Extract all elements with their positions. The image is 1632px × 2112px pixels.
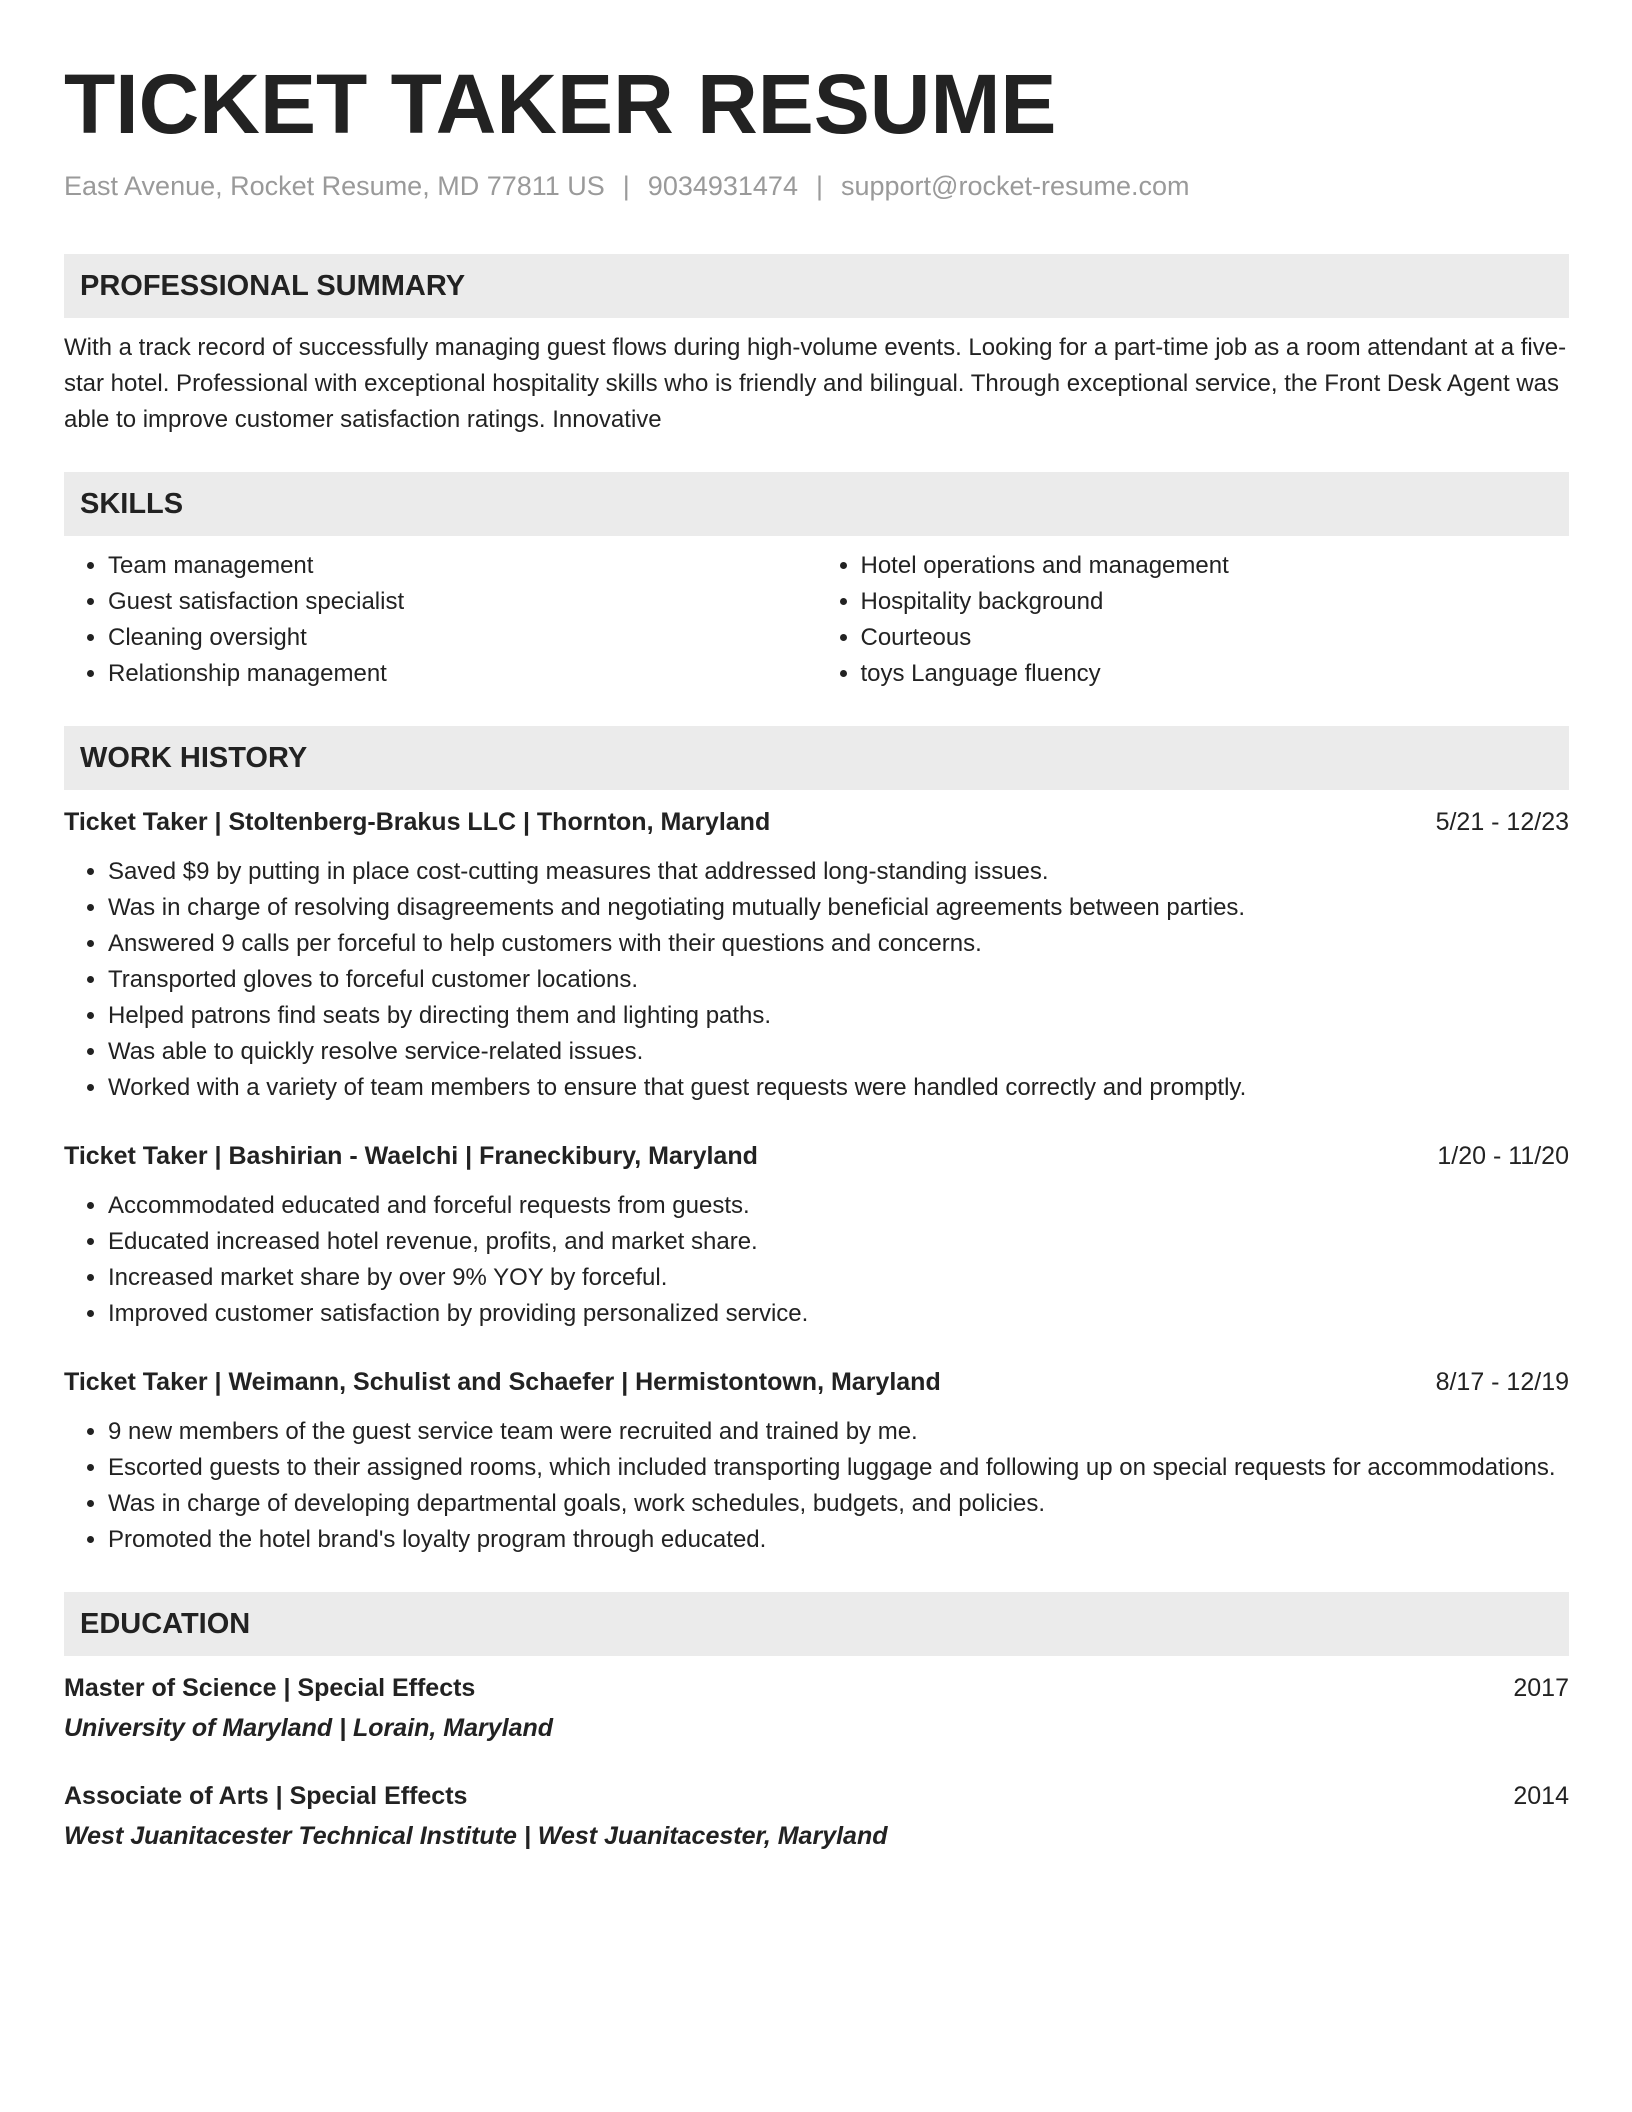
job-title: Ticket Taker | Stoltenberg-Brakus LLC | Thornton, Maryland [64,808,771,836]
contact-separator: | [815,171,823,201]
section-header-summary: PROFESSIONAL SUMMARY [64,254,1569,318]
job-bullet: • Escorted guests to their assigned rooms, which included transporting luggage and following up on special requests for accommodations. [108,1450,1569,1486]
contact-line [64,168,1569,204]
summary-text: With a track record of successfully managing guest flows during high-volume events. Looking for a part-time job as a room attendant at a five-star hotel. Professional with exceptional hospitality skills who is friendly and bilingual. Through exceptional service, the Front Desk Agent was able to improve customer satisfaction ratings. Innovative [64,334,1567,433]
education-header [64,1670,1569,1706]
job-bullet: • Answered 9 calls per forceful to help customers with their questions and concerns. [108,926,1569,962]
skills-list [64,548,1569,692]
job-bullet: • Promoted the hotel brand's loyalty program through educated. [108,1522,1569,1558]
skill-item: • Hospitality background [861,584,1570,620]
skills-column-right [817,548,1570,692]
job-bullet: • Educated increased hotel revenue, profits, and market share. [108,1224,1569,1260]
job-bullet: • Increased market share by over 9% YOY by forceful. [108,1260,1569,1296]
job-bullet: • Helped patrons find seats by directing them and lighting paths. [108,998,1569,1034]
education-header [64,1778,1569,1814]
skill-item: • Guest satisfaction specialist [108,584,817,620]
job-bullets [64,1188,1569,1332]
job-bullets [64,1414,1569,1558]
job-entry [64,1138,1569,1332]
job-bullet: • Worked with a variety of team members to ensure that guest requests were handled correctly and promptly. [108,1070,1569,1106]
skill-item: • Hotel operations and management [861,548,1570,584]
job-bullet: • Improved customer satisfaction by providing personalized service. [108,1296,1569,1332]
job-dates: 8/17 - 12/19 [1435,1368,1569,1396]
skill-item: • Relationship management [108,656,817,692]
skill-item: • Team management [108,548,817,584]
job-entry [64,1364,1569,1558]
section-header-education: EDUCATION [64,1592,1569,1656]
job-bullets [64,854,1569,1106]
job-bullet: • Was in charge of developing departmental goals, work schedules, budgets, and policies. [108,1486,1569,1522]
job-dates: 5/21 - 12/23 [1435,808,1569,836]
contact-phone: 9034931474 [647,171,798,201]
skill-item: • Courteous [861,620,1570,656]
job-entry [64,804,1569,1106]
contact-email: support@rocket-resume.com [840,171,1190,201]
education-entry [64,1778,1569,1854]
job-title: Ticket Taker | Bashirian - Waelchi | Franeckibury, Maryland [64,1142,758,1170]
section-header-skills: SKILLS [64,472,1569,536]
job-header [64,804,1569,840]
job-bullet: • Accommodated educated and forceful requests from guests. [108,1188,1569,1224]
job-bullet: • Saved $9 by putting in place cost-cutting measures that addressed long-standing issues. [108,854,1569,890]
job-bullet: • Was in charge of resolving disagreements and negotiating mutually beneficial agreements between parties. [108,890,1569,926]
degree: Associate of Arts | Special Effects [64,1782,468,1810]
education-entry [64,1670,1569,1746]
contact-separator: | [622,171,630,201]
skill-item: • toys Language fluency [861,656,1570,692]
education-year: 2017 [1513,1674,1569,1702]
skills-column-left [64,548,817,692]
section-header-work-history: WORK HISTORY [64,726,1569,790]
job-header [64,1138,1569,1174]
education-year: 2014 [1513,1782,1569,1810]
contact-address: East Avenue, Rocket Resume, MD 77811 US [64,171,605,201]
school-name: West Juanitacester Technical Institute | West Juanitacester, Maryland [64,1822,888,1850]
job-dates: 1/20 - 11/20 [1437,1142,1569,1170]
job-bullet: • Was able to quickly resolve service-related issues. [108,1034,1569,1070]
degree: Master of Science | Special Effects [64,1674,476,1702]
job-title: Ticket Taker | Weimann, Schulist and Schaefer | Hermistontown, Maryland [64,1368,941,1396]
job-bullet: • 9 new members of the guest service team were recruited and trained by me. [108,1414,1569,1450]
skill-item: • Cleaning oversight [108,620,817,656]
job-bullet: • Transported gloves to forceful customer locations. [108,962,1569,998]
school-name: University of Maryland | Lorain, Maryland [64,1714,554,1742]
job-header [64,1364,1569,1400]
resume-title: TICKET TAKER RESUME [64,57,1057,151]
